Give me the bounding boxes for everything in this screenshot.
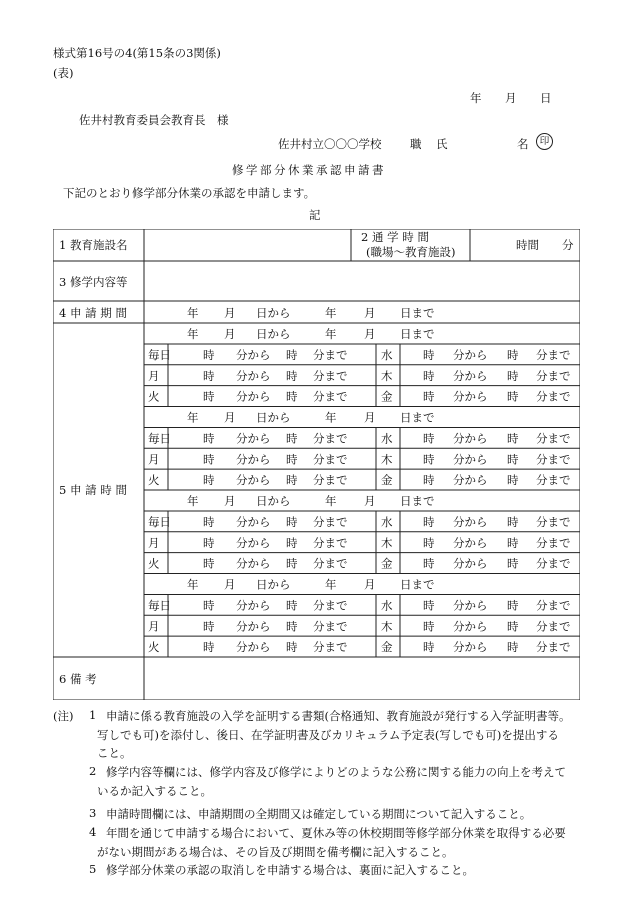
table-cells (59, 230, 574, 686)
left-end-minute[interactable]: 分まで (313, 515, 348, 529)
left-start-hour[interactable]: 時 (203, 348, 215, 362)
day-label-right: 木 (381, 368, 393, 383)
left-end-hour[interactable]: 時 (286, 473, 298, 488)
day-label-left: 月 (148, 619, 160, 634)
day-label-left: 毎日 (148, 431, 171, 446)
day-label-left: 月 (148, 368, 160, 383)
right-end-hour[interactable]: 時 (507, 473, 519, 488)
addressee: 佐井村教育委員会教育長 様 (79, 113, 229, 127)
block-1-period-start-month[interactable]: 月 (224, 327, 236, 341)
right-end-minute[interactable]: 分まで (536, 348, 571, 362)
note-text-line: 修学内容等欄には、修学内容及び修学によりどのような公務に関する能力の向上を考えて (106, 765, 566, 779)
left-end-minute[interactable]: 分まで (313, 348, 348, 362)
right-end-minute[interactable]: 分まで (536, 556, 571, 571)
right-start-hour[interactable]: 時 (423, 515, 435, 529)
date-year[interactable]: 年 (470, 91, 482, 105)
day-label-right: 水 (381, 348, 393, 362)
right-start-hour[interactable]: 時 (423, 598, 435, 613)
note-text-line: 写しでも可)を添付し、後日、在学証明書及びカリキュラム予定表(写しでも可)を提出する (97, 727, 559, 742)
block-3-period-start-month[interactable]: 月 (224, 494, 236, 508)
note-number: 5 (89, 862, 97, 876)
block-3-period-end-year[interactable]: 年 (325, 494, 337, 508)
left-start-minute[interactable]: 分から (236, 368, 271, 383)
left-start-minute[interactable]: 分から (236, 619, 271, 634)
day-label-right: 木 (381, 535, 393, 550)
notes-prefix: (注) (53, 709, 74, 723)
day-label-right: 金 (381, 640, 393, 655)
block-2-period-end-month[interactable]: 月 (364, 410, 376, 425)
day-label-right: 木 (381, 452, 393, 467)
left-start-hour[interactable]: 時 (203, 389, 215, 404)
application-period-start-month[interactable]: 月 (224, 306, 236, 320)
applicant-school: 佐井村立〇〇〇学校 (278, 137, 382, 151)
note-number: 1 (89, 708, 97, 722)
block-4-period-start-year[interactable]: 年 (187, 577, 199, 592)
left-end-hour[interactable]: 時 (286, 515, 298, 529)
note-number: 2 (89, 764, 97, 778)
day-label-left: 火 (148, 473, 160, 488)
left-end-hour[interactable]: 時 (286, 535, 298, 550)
commute-hours-unit[interactable]: 時間 (516, 238, 539, 252)
block-1-period-start-day[interactable]: 日から (256, 327, 291, 341)
right-start-minute[interactable]: 分から (453, 556, 488, 571)
block-3-period-start-day[interactable]: 日から (256, 494, 291, 508)
left-end-hour[interactable]: 時 (286, 598, 298, 613)
right-end-hour[interactable]: 時 (507, 452, 519, 467)
right-start-minute[interactable]: 分から (453, 535, 488, 550)
label-study-content: 3 修学内容等 (59, 275, 128, 289)
right-start-minute[interactable]: 分から (453, 348, 488, 362)
block-2-period-start-day[interactable]: 日から (256, 410, 291, 425)
right-end-hour[interactable]: 時 (507, 535, 519, 550)
left-end-minute[interactable]: 分まで (313, 619, 348, 634)
right-start-hour[interactable]: 時 (423, 640, 435, 655)
right-end-minute[interactable]: 分まで (536, 452, 571, 467)
left-end-hour[interactable]: 時 (286, 452, 298, 467)
block-1-period-end-year[interactable]: 年 (325, 327, 337, 341)
left-start-minute[interactable]: 分から (236, 535, 271, 550)
intro-text: 下記のとおり修学部分休業の承認を申請します。 (63, 186, 316, 200)
day-label-right: 金 (381, 389, 393, 404)
left-start-minute[interactable]: 分から (236, 431, 271, 446)
date-day[interactable]: 日 (540, 91, 552, 105)
form-side: (表) (53, 66, 74, 80)
note-number: 4 (89, 825, 97, 839)
left-start-hour[interactable]: 時 (203, 473, 215, 488)
day-label-left: 毎日 (148, 515, 171, 529)
day-label-left: 毎日 (148, 598, 171, 613)
ki-label: 記 (309, 208, 321, 222)
date-month[interactable]: 月 (505, 91, 517, 105)
right-start-hour[interactable]: 時 (423, 556, 435, 571)
right-start-hour[interactable]: 時 (423, 473, 435, 488)
applicant-shoku: 職 (410, 137, 422, 151)
application-period-end-year[interactable]: 年 (325, 306, 337, 320)
right-start-minute[interactable]: 分から (453, 473, 488, 488)
left-start-minute[interactable]: 分から (236, 389, 271, 404)
right-end-hour[interactable]: 時 (507, 619, 519, 634)
right-end-hour[interactable]: 時 (507, 640, 519, 655)
right-end-minute[interactable]: 分まで (536, 619, 571, 634)
right-start-hour[interactable]: 時 (423, 535, 435, 550)
right-end-minute[interactable]: 分まで (536, 598, 571, 613)
note-text-line: 年間を通じて申請する場合において、夏休み等の休校期間等修学部分休業を取得する必要 (106, 826, 566, 840)
left-start-hour[interactable]: 時 (203, 619, 215, 634)
right-end-minute[interactable]: 分まで (536, 535, 571, 550)
left-end-hour[interactable]: 時 (286, 619, 298, 634)
right-start-minute[interactable]: 分から (453, 368, 488, 383)
day-label-right: 水 (381, 431, 393, 446)
left-start-minute[interactable]: 分から (236, 640, 271, 655)
form-number: 様式第16号の4(第15条の3関係) (53, 46, 221, 60)
block-4-period-end-year[interactable]: 年 (325, 577, 337, 592)
commute-minutes-unit[interactable]: 分 (562, 238, 574, 252)
left-end-minute[interactable]: 分まで (313, 389, 348, 404)
right-end-hour[interactable]: 時 (507, 598, 519, 613)
right-start-minute[interactable]: 分から (453, 515, 488, 529)
day-label-right: 水 (381, 598, 393, 613)
right-end-minute[interactable]: 分まで (536, 640, 571, 655)
left-end-hour[interactable]: 時 (286, 640, 298, 655)
day-label-right: 木 (381, 619, 393, 634)
block-2-period-start-year[interactable]: 年 (187, 410, 199, 425)
left-end-minute[interactable]: 分まで (313, 556, 348, 571)
label-education-facility: 1 教育施設名 (59, 238, 128, 252)
left-end-minute[interactable]: 分まで (313, 368, 348, 383)
left-end-minute[interactable]: 分まで (313, 431, 348, 446)
left-start-minute[interactable]: 分から (236, 515, 271, 529)
left-start-hour[interactable]: 時 (203, 515, 215, 529)
right-end-hour[interactable]: 時 (507, 368, 519, 383)
right-start-hour[interactable]: 時 (423, 389, 435, 404)
right-start-minute[interactable]: 分から (453, 431, 488, 446)
left-start-minute[interactable]: 分から (236, 452, 271, 467)
right-end-hour[interactable]: 時 (507, 515, 519, 529)
left-start-hour[interactable]: 時 (203, 452, 215, 467)
left-end-hour[interactable]: 時 (286, 389, 298, 404)
seal-mark (536, 133, 553, 150)
application-period-end-day[interactable]: 日まで (400, 306, 435, 320)
day-label-right: 金 (381, 473, 393, 488)
day-label-left: 火 (148, 389, 160, 404)
note-text-line: 申請に係る教育施設の入学を証明する書類(合格通知、教育施設が発行する入学証明書等。 (106, 709, 571, 723)
left-end-hour[interactable]: 時 (286, 556, 298, 571)
applicant-mei: 名 (517, 137, 529, 151)
block-4-period-start-day[interactable]: 日から (256, 577, 291, 592)
right-start-hour[interactable]: 時 (423, 431, 435, 446)
day-label-right: 水 (381, 515, 393, 529)
left-start-minute[interactable]: 分から (236, 473, 271, 488)
right-start-hour[interactable]: 時 (423, 619, 435, 634)
block-3-period-end-day[interactable]: 日まで (400, 494, 435, 508)
right-end-minute[interactable]: 分まで (536, 431, 571, 446)
block-2-period-end-year[interactable]: 年 (325, 410, 337, 425)
label-application-hours: 5 申 請 時 間 (59, 483, 127, 497)
right-start-hour[interactable]: 時 (423, 348, 435, 362)
note-number: 3 (89, 806, 97, 820)
block-4-period-end-day[interactable]: 日まで (400, 577, 435, 592)
left-end-hour[interactable]: 時 (286, 348, 298, 362)
left-start-minute[interactable]: 分から (236, 556, 271, 571)
application-form-table (53, 229, 580, 700)
right-start-minute[interactable]: 分から (453, 640, 488, 655)
left-end-minute[interactable]: 分まで (313, 473, 348, 488)
left-start-hour[interactable]: 時 (203, 535, 215, 550)
block-2-period-end-day[interactable]: 日まで (400, 410, 435, 425)
right-start-hour[interactable]: 時 (423, 368, 435, 383)
left-end-minute[interactable]: 分まで (313, 535, 348, 550)
day-label-left: 月 (148, 452, 160, 467)
note-text-line: いるか記入すること。 (97, 783, 212, 798)
left-end-minute[interactable]: 分まで (313, 452, 348, 467)
day-label-right: 金 (381, 556, 393, 571)
note-text-line: がない期間がある場合は、その旨及び期間を備考欄に記入すること。 (97, 844, 454, 859)
right-end-minute[interactable]: 分まで (536, 515, 571, 529)
day-label-left: 毎日 (148, 348, 171, 362)
label-application-period: 4 申 請 期 間 (59, 306, 127, 320)
right-start-minute[interactable]: 分から (453, 452, 488, 467)
right-end-minute[interactable]: 分まで (536, 389, 571, 404)
label-commute-time: 2 通 学 時 間 (361, 230, 429, 244)
block-4-period-end-month[interactable]: 月 (364, 577, 376, 592)
right-end-hour[interactable]: 時 (507, 389, 519, 404)
left-start-hour[interactable]: 時 (203, 640, 215, 655)
left-end-hour[interactable]: 時 (286, 431, 298, 446)
day-label-left: 火 (148, 640, 160, 655)
left-end-minute[interactable]: 分まで (313, 598, 348, 613)
note-text-line: 申請時間欄には、申請期間の全期間又は確定している期間について記入すること。 (106, 807, 532, 821)
block-3-period-end-month[interactable]: 月 (364, 494, 376, 508)
document-title: 修学部分休業承認申請書 (232, 163, 386, 177)
label-remarks: 6 備 考 (59, 672, 97, 686)
applicant-shi: 氏 (436, 137, 448, 151)
left-start-hour[interactable]: 時 (203, 598, 215, 613)
right-end-hour[interactable]: 時 (507, 431, 519, 446)
right-end-minute[interactable]: 分まで (536, 368, 571, 383)
right-end-hour[interactable]: 時 (507, 348, 519, 362)
right-start-minute[interactable]: 分から (453, 598, 488, 613)
note-text-line: こと。 (97, 746, 132, 760)
application-period-start-year[interactable]: 年 (187, 306, 199, 320)
left-start-minute[interactable]: 分から (236, 598, 271, 613)
right-start-minute[interactable]: 分から (453, 389, 488, 404)
block-1-period-end-month[interactable]: 月 (364, 327, 376, 341)
day-label-left: 月 (148, 535, 160, 550)
label-commute-route: (職場～教育施設) (366, 245, 456, 259)
block-3-period-start-year[interactable]: 年 (187, 494, 199, 508)
application-period-end-month[interactable]: 月 (364, 306, 376, 320)
block-4-period-start-month[interactable]: 月 (224, 577, 236, 592)
block-1-period-start-year[interactable]: 年 (187, 327, 199, 341)
note-text-line: 修学部分休業の承認の取消しを申請する場合は、裏面に記入すること。 (106, 863, 474, 877)
right-end-minute[interactable]: 分まで (536, 473, 571, 488)
block-2-period-start-month[interactable]: 月 (224, 410, 236, 425)
seal-text: 印 (539, 136, 550, 147)
application-period-start-day[interactable]: 日から (256, 306, 291, 320)
left-start-hour[interactable]: 時 (203, 368, 215, 383)
left-start-minute[interactable]: 分から (236, 348, 271, 362)
left-start-hour[interactable]: 時 (203, 556, 215, 571)
right-end-hour[interactable]: 時 (507, 556, 519, 571)
left-end-minute[interactable]: 分まで (313, 640, 348, 655)
block-1-period-end-day[interactable]: 日まで (400, 327, 435, 341)
left-end-hour[interactable]: 時 (286, 368, 298, 383)
right-start-hour[interactable]: 時 (423, 452, 435, 467)
left-start-hour[interactable]: 時 (203, 431, 215, 446)
day-label-left: 火 (148, 556, 160, 571)
right-start-minute[interactable]: 分から (453, 619, 488, 634)
